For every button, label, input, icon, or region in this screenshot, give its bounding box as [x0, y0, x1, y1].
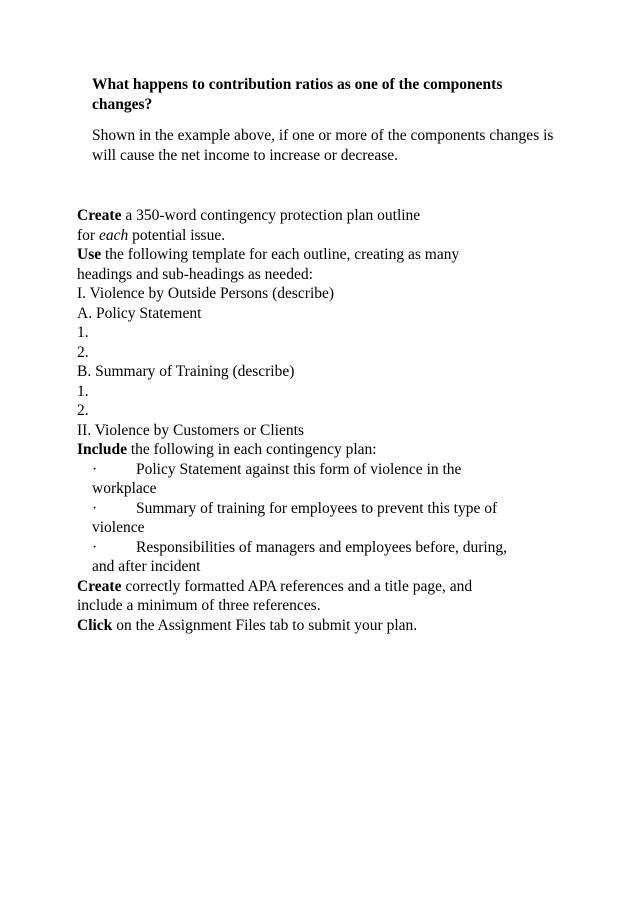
- include-line: [77, 440, 577, 460]
- outline-item: B. Summary of Training (describe): [77, 363, 295, 380]
- bullet-item: [77, 499, 577, 519]
- outline-item: 2.: [77, 402, 89, 419]
- use-line-1: [77, 245, 577, 265]
- outline-item: A. Policy Statement: [77, 304, 202, 322]
- question-title: What happens to contribution ratios as one of the components changes?: [92, 76, 503, 113]
- include-keyword: Include: [77, 441, 127, 458]
- create-text-2b: potential issue.: [128, 226, 226, 244]
- create-line-2: [77, 226, 577, 246]
- create-text-2a: for: [77, 226, 99, 244]
- bullet-continuation: and after incident: [92, 558, 201, 575]
- bullet-symbol: ·: [92, 499, 98, 517]
- create-text-1: a 350-word contingency protection plan outline: [121, 207, 421, 224]
- bullet-text: Policy Statement against this form of violence in the: [136, 460, 462, 478]
- question-answer: Shown in the example above, if one or more of the components changes is will cause the net income to increase or decrease.: [92, 127, 554, 164]
- create-line-1: [77, 206, 577, 226]
- outline-item: 2.: [77, 343, 89, 361]
- bullet-text: Responsibilities of managers and employees before, during,: [136, 538, 508, 556]
- bullet-symbol: ·: [92, 460, 98, 478]
- assignment-instructions: [77, 206, 577, 635]
- outline-item: II. Violence by Customers or Clients: [77, 421, 304, 439]
- bullet-item: [77, 460, 577, 480]
- click-keyword: Click: [77, 616, 113, 634]
- question-block: [92, 75, 562, 165]
- each-emphasis: each: [98, 226, 129, 244]
- outline-item: 1.: [77, 382, 89, 400]
- create-apa-text-1: correctly formatted APA references and a title page, and: [121, 577, 473, 595]
- use-line-2: headings and sub-headings as needed:: [77, 265, 313, 283]
- create-apa-keyword: Create: [77, 577, 122, 595]
- bullet-continuation: violence: [92, 519, 145, 536]
- create-apa-line-1: [77, 577, 577, 597]
- use-text-1: the following template for each outline, creating as many: [101, 246, 460, 263]
- click-line: [77, 616, 577, 636]
- bullet-symbol: ·: [92, 538, 98, 556]
- outline-item: I. Violence by Outside Persons (describe): [77, 285, 335, 302]
- bullet-item: [77, 538, 577, 558]
- bullet-text: Summary of training for employees to prevent this type of: [136, 499, 498, 517]
- bullet-continuation: workplace: [92, 480, 157, 497]
- use-keyword: Use: [77, 246, 102, 263]
- include-text: the following in each contingency plan:: [126, 441, 377, 458]
- outline-item: 1.: [77, 324, 89, 341]
- create-apa-line-2: include a minimum of three references.: [77, 597, 321, 614]
- click-text: on the Assignment Files tab to submit your plan.: [112, 616, 418, 634]
- create-keyword: Create: [77, 207, 122, 224]
